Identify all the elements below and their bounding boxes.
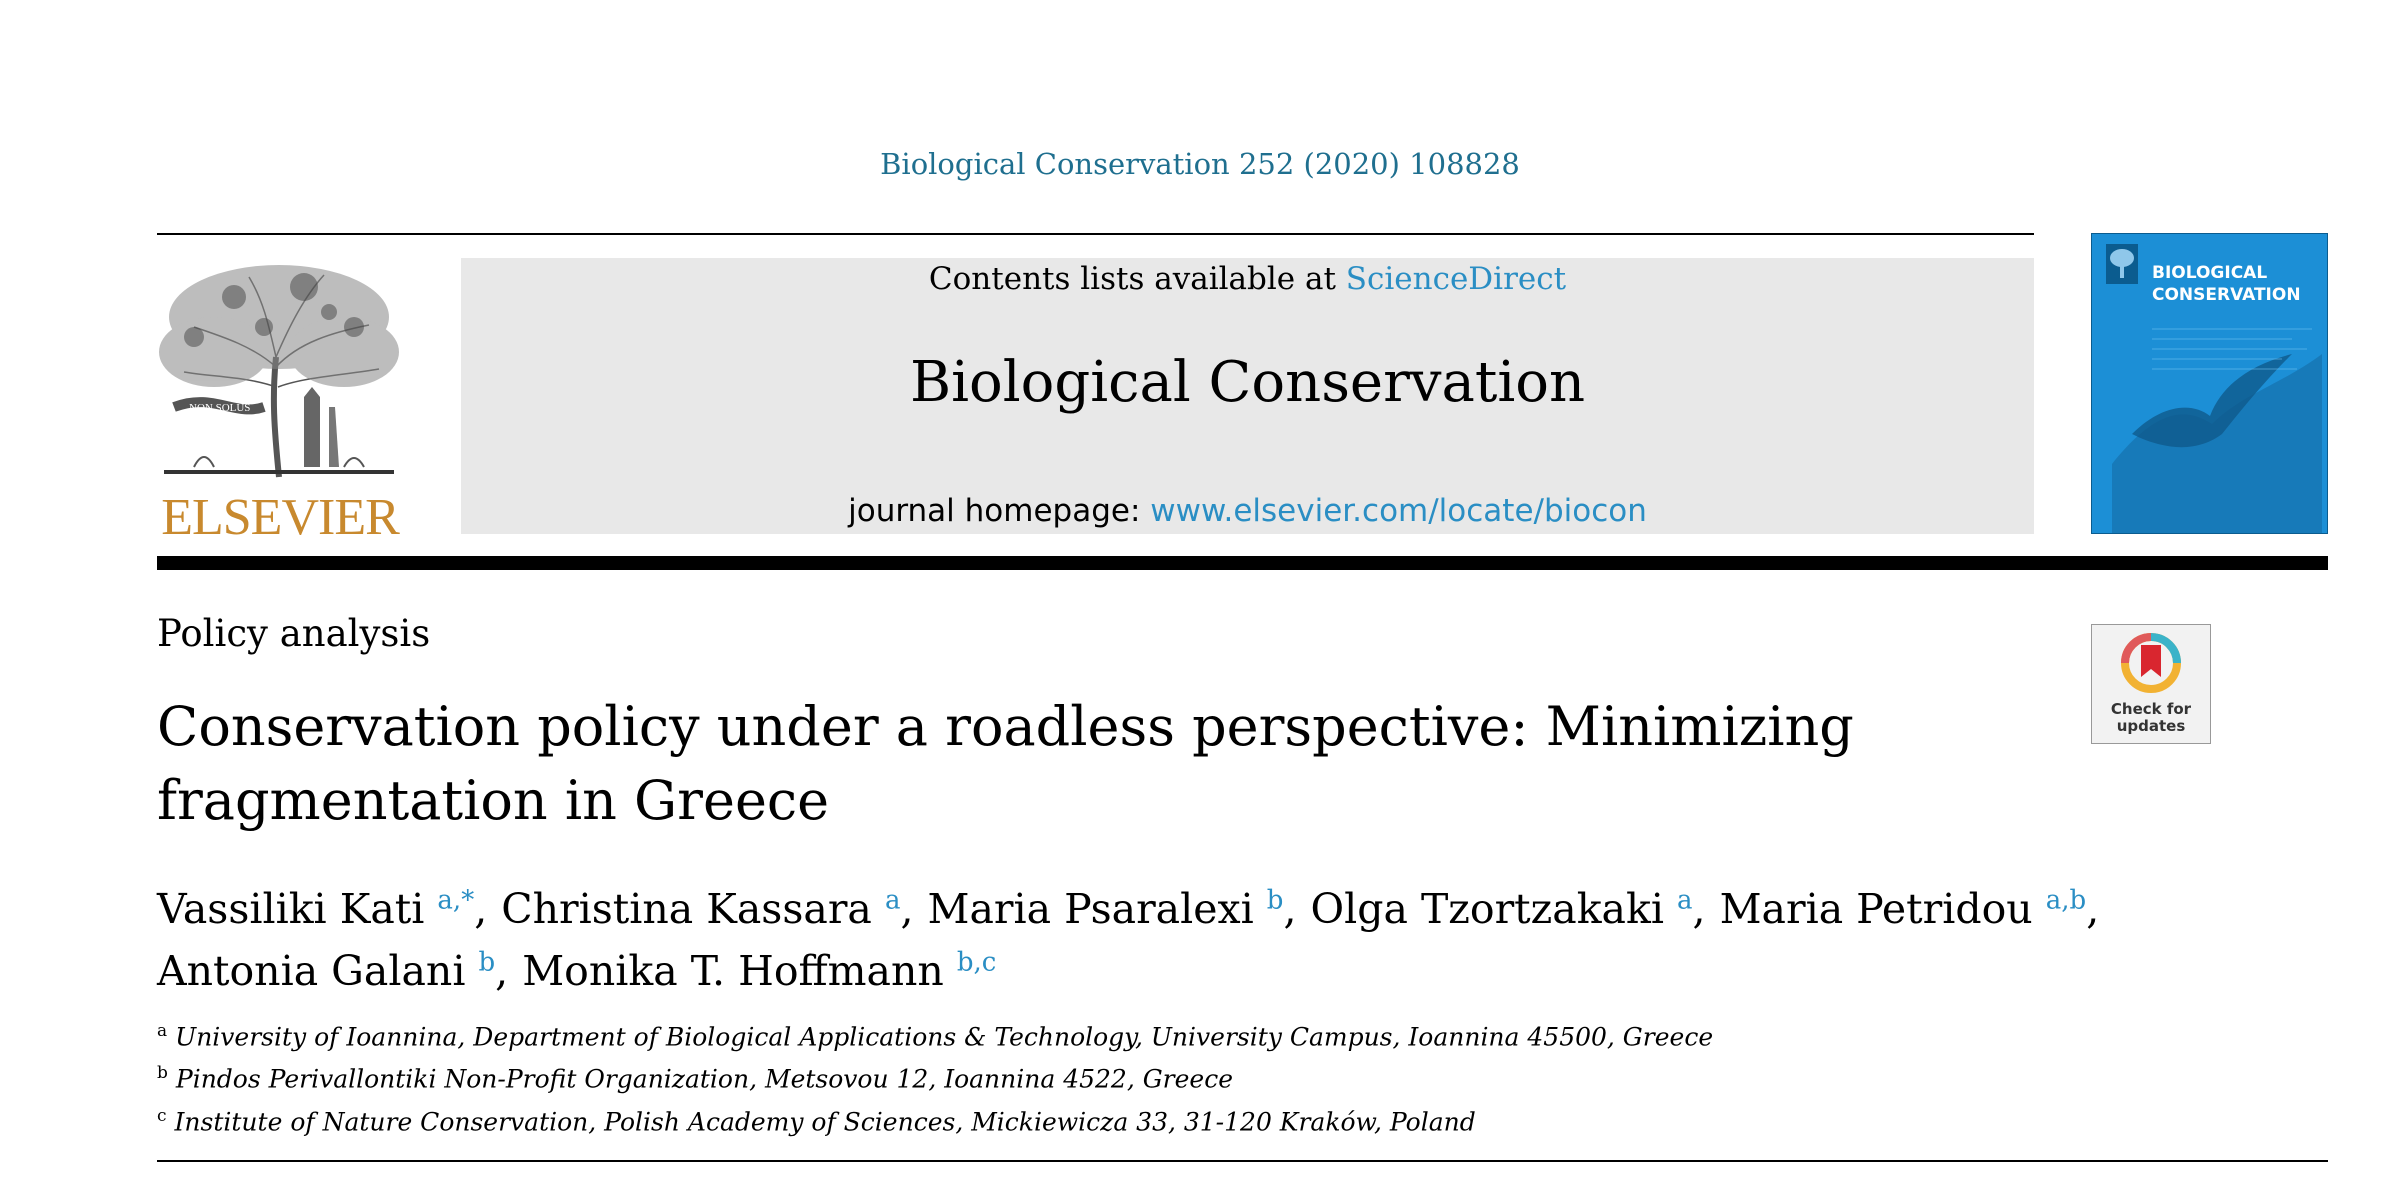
author-affiliation-link[interactable]: a,b [2045, 885, 2087, 915]
cover-title-line1: BIOLOGICAL [2152, 263, 2268, 283]
author-separator: , [900, 884, 914, 933]
journal-reference-link[interactable]: Biological Conservation 252 (2020) 108828 [880, 147, 1520, 181]
sciencedirect-link[interactable]: ScienceDirect [1345, 261, 1567, 297]
affiliation-text: Institute of Nature Conservation, Polish Academy of Sciences, Mickiewicza 33, 31-120 Kraków, Poland [174, 1106, 1476, 1136]
article-type: Policy analysis [157, 612, 431, 655]
affiliation-text: University of Ioannina, Department of Biological Applications & Technology, University Campus, Ioannina 45500, Greece [175, 1022, 1714, 1052]
affiliation-item [157, 1055, 1713, 1097]
affiliation-key: b [157, 1063, 168, 1084]
top-divider [157, 233, 2034, 235]
author-separator: , [495, 947, 509, 996]
author-affiliation-link[interactable]: a,* [437, 885, 475, 915]
author-entry [157, 885, 501, 933]
affiliation-item [157, 1098, 1713, 1140]
author-affiliation-link[interactable]: b [478, 947, 496, 978]
affiliation-item [157, 1013, 1713, 1055]
author-separator: , [1692, 884, 1706, 933]
author-name[interactable]: Monika T. Hoffmann [522, 947, 944, 996]
contents-prefix: Contents lists available at [928, 261, 1346, 297]
homepage-line [461, 493, 2034, 529]
cover-elsevier-tree-icon [2106, 244, 2138, 284]
author-entry [157, 947, 522, 995]
author-separator: , [474, 884, 488, 933]
author-entry [1720, 885, 2114, 933]
contents-line [461, 261, 2034, 297]
journal-cover-image[interactable] [2091, 233, 2328, 534]
journal-title: Biological Conservation [909, 350, 1586, 415]
author-name[interactable]: Maria Psaralexi [927, 884, 1254, 933]
author-separator: , [2086, 884, 2100, 933]
check-updates-bookmark-icon [2121, 631, 2181, 697]
cover-title-line2: CONSERVATION [2152, 285, 2301, 305]
elsevier-tree-logo-icon [154, 257, 404, 482]
affiliation-key: a [157, 1021, 168, 1041]
author-affiliation-link[interactable]: b,c [956, 947, 997, 978]
affiliation-text: Pindos Perivallontiki Non-Profit Organization, Metsovou 12, Ioannina 4522, Greece [175, 1064, 1234, 1094]
check-updates-line2: updates [2116, 717, 2186, 735]
author-name[interactable]: Christina Kassara [501, 884, 872, 933]
author-affiliation-link[interactable]: a [1677, 885, 1693, 915]
bottom-divider [157, 1160, 2328, 1162]
author-name[interactable]: Maria Petridou [1719, 884, 2033, 933]
check-updates-line1: Check for [2110, 700, 2192, 718]
affiliation-key: c [157, 1105, 167, 1126]
cover-title [2152, 262, 2301, 306]
author-list [157, 873, 2257, 998]
homepage-link[interactable]: www.elsevier.com/locate/biocon [1150, 493, 1647, 529]
motto-text: NON SOLUS [189, 402, 251, 414]
homepage-prefix: journal homepage: [848, 493, 1151, 529]
author-name[interactable]: Olga Tzortzakaki [1310, 884, 1664, 933]
article-title [157, 690, 1907, 838]
author-entry [1311, 885, 1720, 933]
author-entry [501, 885, 927, 933]
author-name[interactable]: Antonia Galani [157, 947, 466, 996]
article-title-line1: Conservation policy under a roadless perspective: Minimizing [157, 695, 1854, 758]
affiliation-list [157, 1013, 1713, 1140]
author-entry [928, 885, 1311, 933]
check-for-updates-button[interactable] [2091, 624, 2211, 744]
thick-divider [157, 556, 2328, 570]
elsevier-wordmark: ELSEVIER [161, 489, 399, 546]
article-title-line2: fragmentation in Greece [157, 769, 830, 832]
author-entry [522, 947, 996, 995]
author-affiliation-link[interactable]: b [1266, 885, 1284, 915]
check-updates-label [2092, 701, 2210, 735]
author-name[interactable]: Vassiliki Kati [157, 884, 425, 933]
author-separator: , [1283, 884, 1297, 933]
author-affiliation-link[interactable]: a [884, 885, 901, 915]
